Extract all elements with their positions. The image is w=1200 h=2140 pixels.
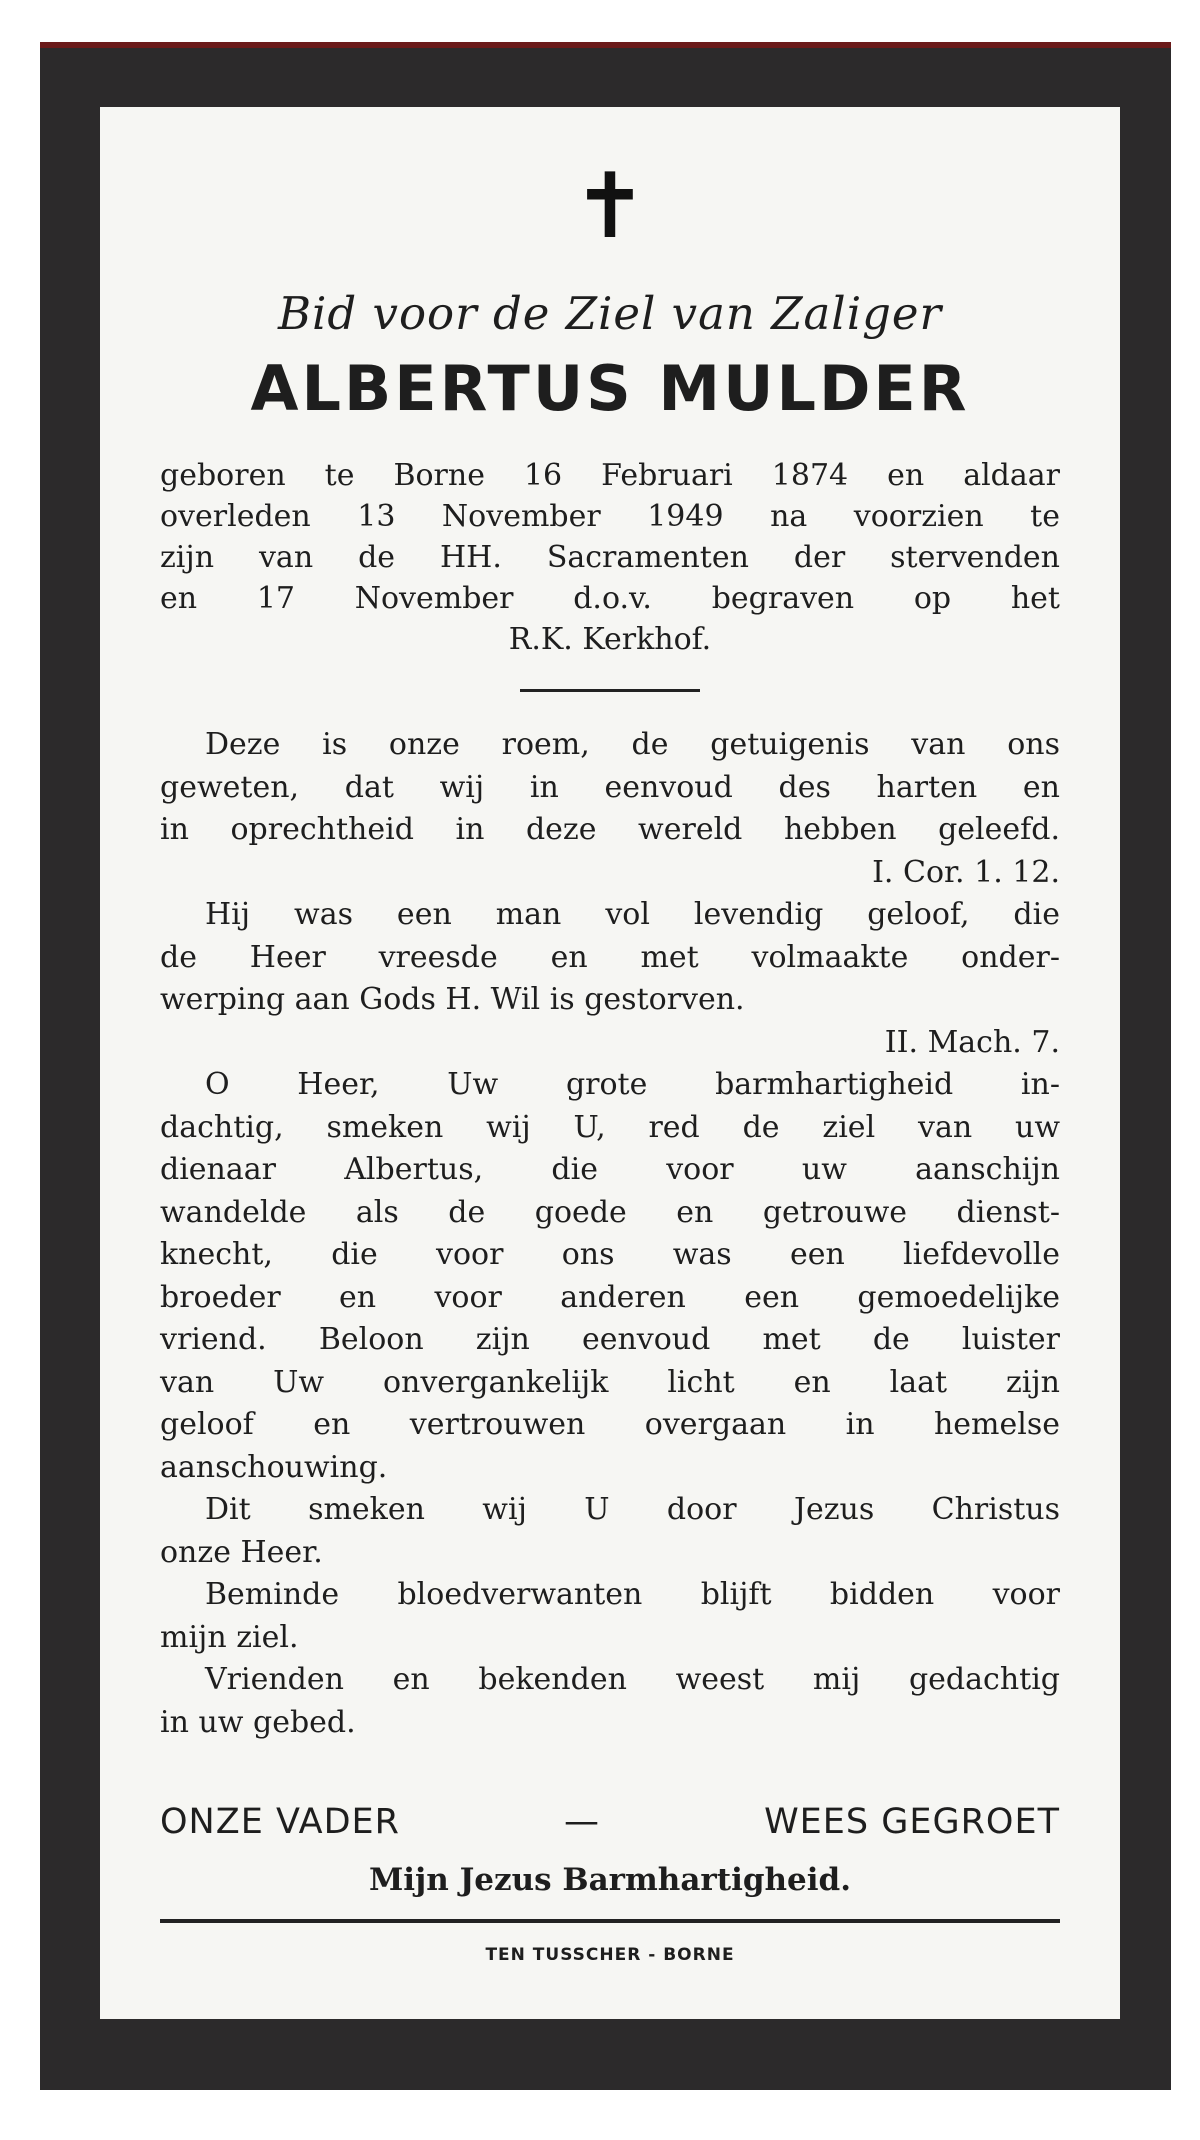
scripture-reference: II. Mach. 7.	[884, 1024, 1060, 1060]
memorial-card	[100, 107, 1120, 2019]
text-line: werping aan Gods H. Wil is gestorven.	[160, 982, 745, 1017]
text-line: Dit smeken wij U door Jezus Christus	[205, 1492, 1060, 1527]
text-line: broeder en voor anderen een gemoedelijke	[160, 1279, 1060, 1315]
text-line: van Uw onvergankelijk licht en laat zijn	[160, 1364, 1060, 1400]
text-line: dienaar Albertus, die voor uw aanschijn	[160, 1152, 1060, 1187]
text-line: in uw gebed.	[160, 1704, 356, 1740]
detail-line: R.K. Kerkhof.	[508, 622, 712, 657]
divider	[520, 689, 700, 692]
text-line: Beminde bloedverwanten blijft bidden voor	[205, 1577, 1060, 1612]
footer-divider	[160, 1919, 1060, 1923]
text-line: wandelde als de goede en getrouwe dienst-	[160, 1194, 1060, 1230]
text-line: vriend. Beloon zijn eenvoud met de luister	[160, 1322, 1060, 1357]
prayer-hail-mary: WEES GEGROET	[764, 1802, 1060, 1842]
printer-credit: TEN TUSSCHER - BORNE	[485, 1945, 735, 1965]
scripture-reference: I. Cor. 1. 12.	[872, 854, 1060, 890]
prayer-dash: —	[564, 1802, 601, 1842]
text-line: aanschouwing.	[160, 1449, 388, 1485]
text-line: O Heer, Uw grote barmhartigheid in-	[205, 1067, 1060, 1102]
prayer-titles	[160, 1802, 1060, 1842]
invocation-heading: Bid voor de Ziel van Zaliger	[277, 287, 943, 340]
prayer-our-father: ONZE VADER	[160, 1802, 400, 1842]
birth-death-details	[160, 455, 1060, 660]
detail-line: en 17 November d.o.v. begraven op het	[160, 581, 1060, 616]
deceased-name: ALBERTUS MULDER	[250, 352, 970, 425]
detail-line: geboren te Borne 16 Februari 1874 en aldaar	[160, 458, 1060, 493]
text-line: de Heer vreesde en met volmaakte onder-	[160, 939, 1060, 975]
closing-invocation: Mijn Jezus Barmhartigheid.	[368, 1862, 852, 1898]
scripture-and-prayer	[160, 724, 1060, 1744]
text-line: geloof en vertrouwen overgaan in hemelse	[160, 1407, 1060, 1442]
text-line: dachtig, smeken wij U, red de ziel van uw	[160, 1109, 1060, 1145]
text-line: Deze is onze roem, de getuigenis van ons	[205, 727, 1060, 762]
cross-icon: ✝	[572, 154, 648, 259]
text-line: geweten, dat wij in eenvoud des harten en	[160, 769, 1060, 805]
text-line: mijn ziel.	[160, 1619, 299, 1655]
text-line: knecht, die voor ons was een liefdevolle	[160, 1237, 1060, 1272]
detail-line: overleden 13 November 1949 na voorzien te	[160, 499, 1060, 534]
text-line: in oprechtheid in deze wereld hebben geleefd.	[160, 812, 1060, 847]
text-line: onze Heer.	[160, 1534, 323, 1570]
text-line: Vrienden en bekenden weest mij gedachtig	[205, 1662, 1060, 1697]
detail-line: zijn van de HH. Sacramenten der stervenden	[160, 540, 1060, 575]
text-line: Hij was een man vol levendig geloof, die	[205, 897, 1060, 932]
